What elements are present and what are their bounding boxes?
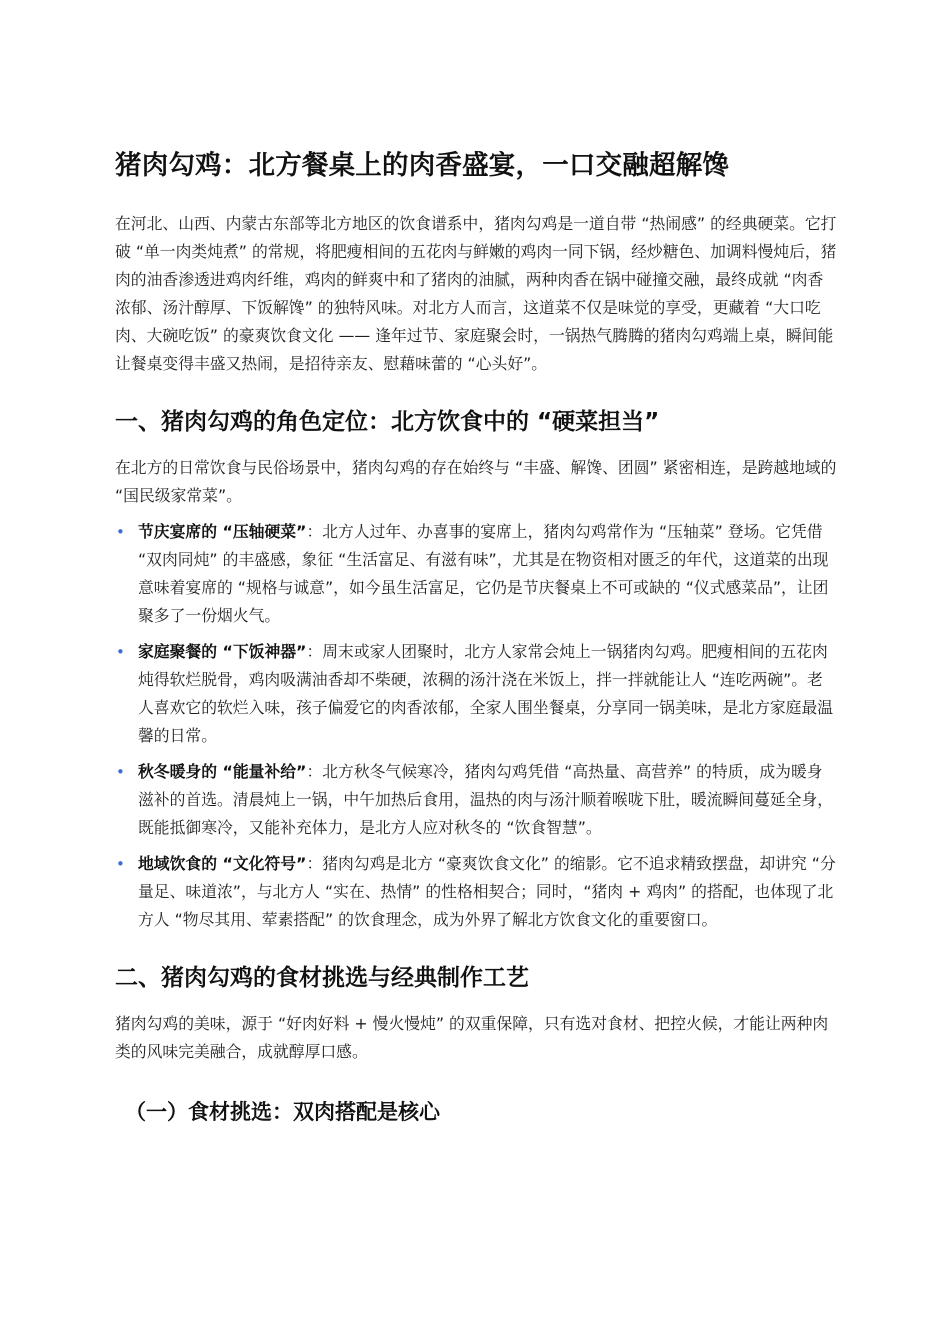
list-item-text: ：北方人过年、办喜事的宴席上，猪肉勾鸡常作为 “压轴菜” 登场。它凭借 “双肉同炖” 的丰盛感，象征 “生活富足、有滋有味”，尤其是在物资相对匮乏的年代，这道菜的出现意味着宴席的 “规格与诚意”，如今虽生活富足，它仍是节庆餐桌上不可或缺的 “仪式感菜品”，让团聚多了一份烟火气。	[138, 522, 829, 625]
bullet-icon: •	[116, 523, 125, 541]
list-item	[115, 518, 837, 630]
section2-heading: 二、猪肉勾鸡的食材挑选与经典制作工艺	[115, 965, 529, 991]
list-item-term: 地域饮食的 “文化符号”	[138, 854, 307, 873]
section1-lead: 在北方的日常饮食与民俗场景中，猪肉勾鸡的存在始终与 “丰盛、解馋、团圆” 紧密相连，是跨越地域的 “国民级家常菜”。	[115, 458, 837, 505]
document-page	[115, 140, 837, 1132]
list-item	[115, 638, 837, 750]
list-item	[115, 850, 837, 934]
section1-heading: 一、猪肉勾鸡的角色定位：北方饮食中的 “硬菜担当”	[115, 409, 660, 435]
section2-subheading: （一）食材挑选：双肉搭配是核心	[125, 1100, 440, 1124]
section1-list	[115, 518, 837, 934]
list-item-text: ：北方秋冬气候寒冷，猪肉勾鸡凭借 “高热量、高营养” 的特质，成为暖身滋补的首选。清晨炖上一锅，中午加热后食用，温热的肉与汤汁顺着喉咙下肚，暖流瞬间蔓延全身，既能抵御寒冷，又能补充体力，是北方人应对秋冬的 “饮食智慧”。	[138, 762, 834, 837]
document-title: 猪肉勾鸡：北方餐桌上的肉香盛宴，一口交融超解馋	[115, 150, 730, 181]
list-item-text: ：周末或家人团聚时，北方人家常会炖上一锅猪肉勾鸡。肥瘦相间的五花肉炖得软烂脱骨，鸡肉吸满油香却不柴硬，浓稠的汤汁浇在米饭上，拌一拌就能让人 “连吃两碗”。老人喜欢它的软烂入味，孩子偏爱它的肉香浓郁，全家人围坐餐桌，分享同一锅美味，是北方家庭最温馨的日常。	[138, 642, 834, 745]
list-item-text: ：猪肉勾鸡是北方 “豪爽饮食文化” 的缩影。它不追求精致摆盘，却讲究 “分量足、味道浓”，与北方人 “实在、热情” 的性格相契合；同时，“猪肉 + 鸡肉” 的搭配，也体现了北方人 “物尽其用、荤素搭配” 的饮食理念，成为外界了解北方饮食文化的重要窗口。	[138, 854, 836, 929]
list-item	[115, 758, 837, 842]
list-item-term: 节庆宴席的 “压轴硬菜”	[138, 522, 307, 541]
list-item-term: 秋冬暖身的 “能量补给”	[138, 762, 307, 781]
bullet-icon: •	[116, 643, 125, 661]
bullet-icon: •	[116, 763, 125, 781]
section2-lead: 猪肉勾鸡的美味，源于 “好肉好料 + 慢火慢炖” 的双重保障，只有选对食材、把控火候，才能让两种肉类的风味完美融合，成就醇厚口感。	[115, 1014, 829, 1061]
list-item-term: 家庭聚餐的 “下饭神器”	[138, 642, 307, 661]
bullet-icon: •	[116, 855, 125, 873]
intro-paragraph: 在河北、山西、内蒙古东部等北方地区的饮食谱系中，猪肉勾鸡是一道自带 “热闹感” 的经典硬菜。它打破 “单一肉类炖煮” 的常规，将肥瘦相间的五花肉与鲜嫩的鸡肉一同下锅，经炒糖色、加调料慢炖后，猪肉的油香渗透进鸡肉纤维，鸡肉的鲜爽中和了猪肉的油腻，两种肉香在锅中碰撞交融，最终成就 “肉香浓郁、汤汁醇厚、下饭解馋” 的独特风味。对北方人而言，这道菜不仅是味觉的享受，更藏着 “大口吃肉、大碗吃饭” 的豪爽饮食文化 —— 逢年过节、家庭聚会时，一锅热气腾腾的猪肉勾鸡端上桌，瞬间能让餐桌变得丰盛又热闹，是招待亲友、慰藉味蕾的 “心头好”。	[115, 214, 837, 373]
